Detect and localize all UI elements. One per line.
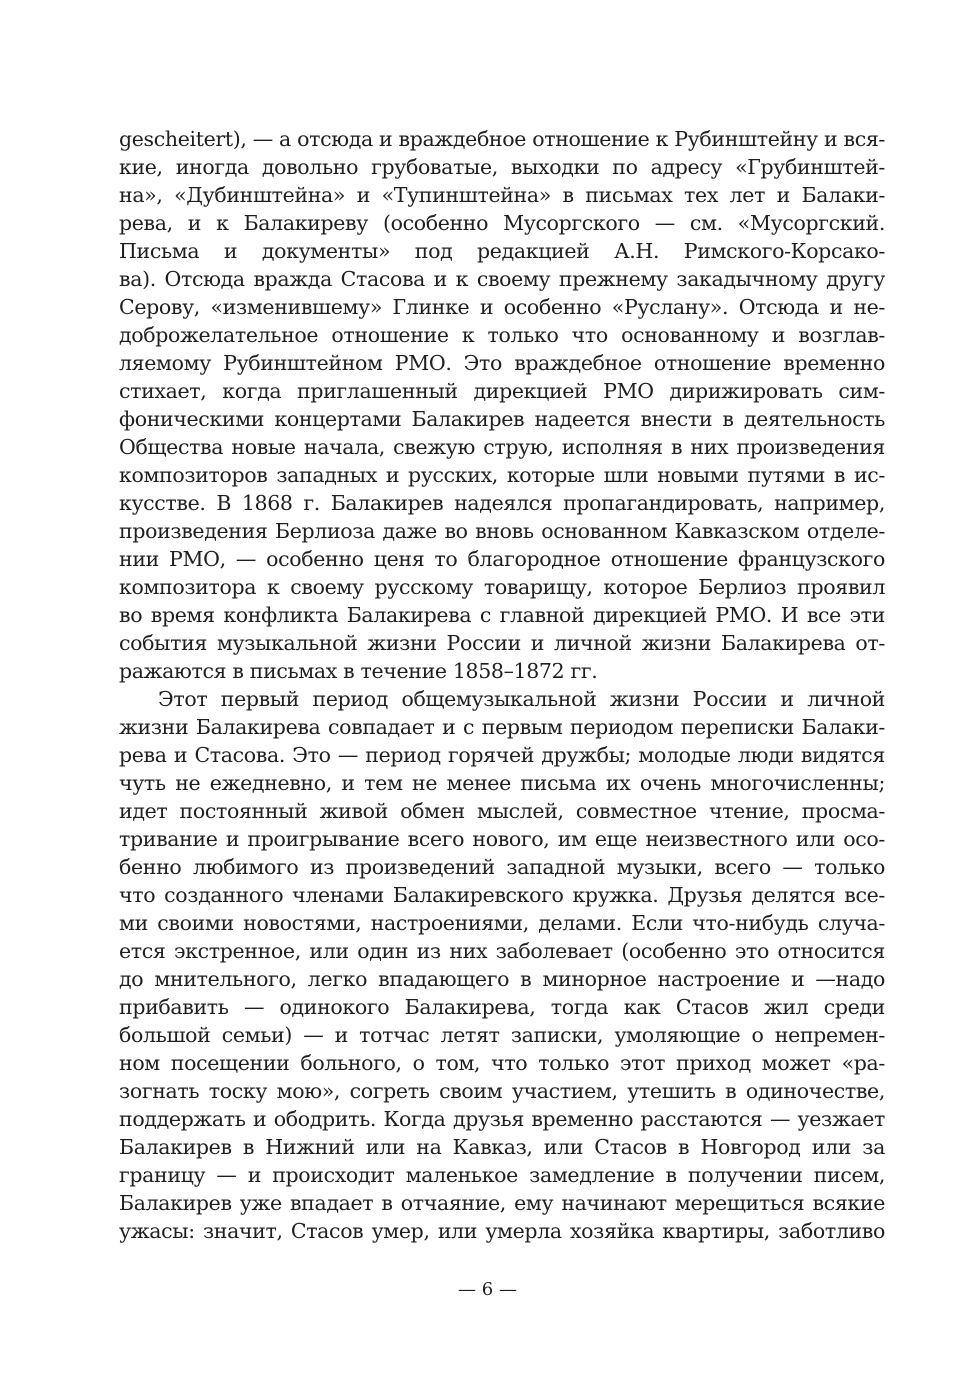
text-line: кусстве. В 1868 г. Балакирев надеялся пропагандировать, например,: [119, 491, 885, 515]
paragraph-first-line: Этот первый период общемузыкальной жизни России и личной: [158, 687, 885, 711]
text-run: рева, и к Балакиреву (особенно Мусоргского — см. «Мусоргский.: [119, 211, 885, 235]
text-line: композитора к своему русскому товарищу, которое Берлиоз проявил: [119, 575, 885, 599]
text-line: ва). Отсюда вражда Стасова и к своему прежнему закадычному другу: [119, 267, 885, 291]
text-line: Общества новые начала, свежую струю, исполняя в них произведения: [119, 435, 885, 459]
text-line: что созданного членами Балакиревского кружка. Друзья делятся все-: [119, 883, 885, 907]
text-line: прибавить — одинокого Балакирева, тогда как Стасов жил среди: [119, 995, 885, 1019]
text-line: ражаются в письмах в течение 1858–1872 гг.: [119, 659, 598, 683]
text-line: стихает, когда приглашенный дирекцией РМО дирижировать сим-: [119, 379, 885, 403]
text-line: ужасы: значит, Стасов умер, или умерла хозяйка квартиры, заботливо: [119, 1219, 885, 1243]
text-line: во время конфликта Балакирева с главной дирекцией РМО. И все эти: [119, 603, 885, 627]
text-line: тривание и проигрывание всего нового, им еще неизвестного или осо-: [119, 827, 885, 851]
text-line: чуть не ежедневно, и тем не менее письма их очень многочисленны;: [119, 771, 885, 795]
text-line: события музыкальной жизни России и личной жизни Балакирева от-: [119, 631, 885, 655]
text-line: Серову, «изменившему» Глинке и особенно «Руслану». Отсюда и не-: [119, 295, 885, 319]
text-line: Письма и документы» под редакцией А.Н. Римского-Корсако-: [119, 239, 885, 263]
text-line: большой семьи) — и тотчас летят записки, умоляющие о непремен-: [119, 1023, 885, 1047]
text-line: ми своими новостями, настроениями, делами. Если что-нибудь случа-: [119, 911, 885, 935]
text-line: доброжелательное отношение к только что основанному и возглав-: [119, 323, 885, 347]
text-line: произведения Берлиоза даже во вновь основанном Кавказском отделе-: [119, 519, 885, 543]
text-line: фоническими концертами Балакирев надеется внести в деятельность: [119, 407, 885, 431]
text-line: жизни Балакирева совпадает и с первым периодом переписки Балаки-: [119, 715, 885, 739]
text-line: ляемому Рубинштейном РМО. Это враждебное отношение временно: [119, 351, 885, 375]
text-line: поддержать и ободрить. Когда друзья временно расстаются — уезжает: [119, 1107, 885, 1131]
text-line: [119, 208, 885, 238]
page-number: — 6 —: [458, 1279, 517, 1300]
text-line: ется экстренное, или один из них заболевает (особенно это относится: [119, 939, 885, 963]
text-line: идет постоянный живой обмен мыслей, совместное чтение, просма-: [119, 799, 885, 823]
text-line: бенно любимого из произведений западной музыки, всего — только: [119, 855, 885, 879]
text-line: ном посещении больного, о том, что только этот приход может «ра-: [119, 1051, 885, 1075]
text-line: рева и Стасова. Это — период горячей дружбы; молодые люди видятся: [119, 743, 885, 767]
text-line: Балакирев уже впадает в отчаяние, ему начинают мерещиться всякие: [119, 1191, 885, 1215]
text-line: на», «Дубинштейна» и «Тупинштейна» в письмах тех лет и Балаки-: [119, 183, 885, 207]
text-line: нии РМО, — особенно ценя то благородное отношение французского: [119, 547, 885, 571]
text-line: Балакирев в Нижний или на Кавказ, или Стасов в Новгород или за: [119, 1135, 885, 1159]
text-line: до мнительного, легко впадающего в минорное настроение и —надо: [119, 967, 885, 991]
text-line: geschеitert), — а отсюда и враждебное отношение к Рубинштейну и вся-: [119, 127, 885, 151]
text-line: границу — и происходит маленькое замедление в получении писем,: [119, 1163, 885, 1187]
text-line: композиторов западных и русских, которые шли новыми путями в ис-: [119, 463, 885, 487]
text-line: зогнать тоску мою», согреть своим участием, утешить в одиночестве,: [119, 1079, 885, 1103]
text-line: кие, иногда довольно грубоватые, выходки по адресу «Грубинштей-: [119, 155, 885, 179]
